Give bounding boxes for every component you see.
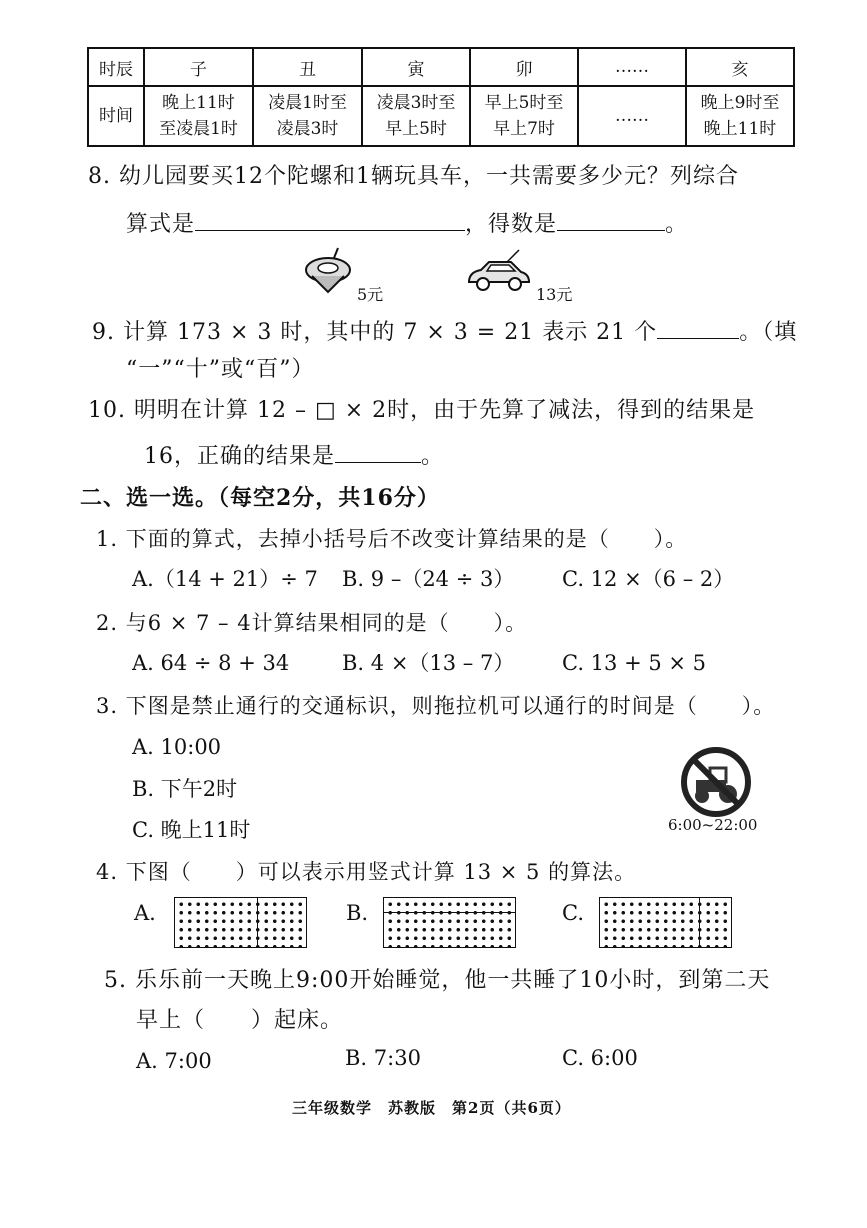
c4-stem: 4. 下图（ ）可以表示用竖式计算 13 × 5 的算法。 [96, 860, 637, 884]
table-cell [686, 86, 794, 146]
q9-text: 9. 计算 173 × 3 时，其中的 7 × 3 = 21 表示 21 个 [92, 320, 658, 345]
sign-caption: 6:00~22:00 [668, 816, 758, 834]
spinning-top-icon [300, 246, 360, 296]
c2-stem: 2. 与6 × 7 – 4计算结果相同的是（ ）。 [96, 611, 528, 635]
table-cell: 时辰 [88, 48, 144, 86]
answer-blank[interactable] [335, 440, 421, 463]
cell-line: 早上5时至 [484, 93, 564, 113]
table-cell [578, 86, 686, 146]
cell-line: 至凌晨1时 [159, 119, 238, 139]
section-title: 二、选一选。（每空2分，共16分） [80, 485, 440, 511]
option-a[interactable]: A. 10:00 [132, 735, 222, 759]
q10-line1: 10. 明明在计算 12 – □ × 2时，由于先算了减法，得到的结果是 [88, 398, 756, 423]
divider-line [384, 912, 515, 913]
option-c[interactable]: C. 6:00 [562, 1046, 638, 1070]
q8-text: ，得数是 [465, 212, 558, 237]
c5-line2: 早上（ ）起床。 [136, 1008, 344, 1033]
option-a[interactable]: A. 64 ÷ 8 + 34 [132, 651, 290, 675]
table-cell: 丑 [253, 48, 362, 86]
table-cell: 卯 [470, 48, 578, 86]
dot-array-a [174, 897, 307, 948]
q8-line2 [126, 208, 688, 240]
q9-text: 。（填 [739, 320, 798, 345]
option-c[interactable]: C. 13 + 5 × 5 [562, 651, 707, 675]
table-cell: 亥 [686, 48, 794, 86]
option-a[interactable]: A.（14 + 21）÷ 7 [132, 567, 318, 591]
table-cell [470, 86, 578, 146]
cell-line: 早上5时 [385, 119, 447, 139]
page-footer: 三年级数学 苏教版 第2页（共6页） [292, 1099, 571, 1117]
c5-line1: 5. 乐乐前一天晚上9:00开始睡觉，他一共睡了10小时，到第二天 [104, 968, 771, 993]
time-table [87, 47, 795, 147]
cell-line: 晚上11时 [162, 93, 235, 113]
table-cell [253, 86, 362, 146]
q9-line2: “一”“十”或“百”） [126, 357, 315, 382]
q10-text: 。 [421, 444, 445, 469]
cell-line: 凌晨1时至 [268, 93, 347, 113]
cell-line: …… [615, 106, 649, 126]
option-b[interactable]: B. [346, 901, 369, 925]
option-b[interactable]: B. 4 ×（13 – 7） [342, 651, 515, 675]
option-c[interactable]: C. 晚上11时 [132, 818, 251, 842]
answer-blank[interactable] [557, 208, 665, 231]
divider-line [257, 898, 258, 947]
option-a[interactable]: A. [134, 901, 156, 925]
cell-line: 早上7时 [493, 119, 555, 139]
answer-blank[interactable] [195, 208, 465, 231]
cell-line: 晚上9时至 [700, 93, 780, 113]
q8-text: 算式是 [126, 212, 196, 237]
table-cell: …… [578, 48, 686, 86]
table-cell [362, 86, 470, 146]
cell-line: 凌晨3时 [276, 119, 339, 139]
table-cell: 寅 [362, 48, 470, 86]
table-header-row [88, 48, 794, 86]
option-a[interactable]: A. 7:00 [136, 1049, 212, 1073]
option-c[interactable]: C. [562, 901, 584, 925]
cell-line: 晚上11时 [703, 119, 777, 139]
table-row [88, 86, 794, 146]
option-b[interactable]: B. 7:30 [345, 1046, 421, 1070]
c1-stem: 1. 下面的算式，去掉小括号后不改变计算结果的是（ ）。 [96, 527, 688, 551]
option-b[interactable]: B. 9 –（24 ÷ 3） [342, 567, 515, 591]
no-tractor-sign-icon [680, 746, 752, 818]
table-cell: 时间 [88, 86, 144, 146]
car-price: 13元 [536, 285, 573, 304]
q9-line1 [92, 316, 797, 348]
q10-line2 [144, 440, 444, 472]
cell-line: 凌晨3时至 [376, 93, 456, 113]
table-cell: 子 [144, 48, 253, 86]
table-cell [144, 86, 253, 146]
q10-text: 16，正确的结果是 [144, 444, 335, 469]
toy-car-icon [465, 248, 533, 296]
divider-line [699, 898, 700, 947]
answer-blank[interactable] [657, 316, 739, 339]
option-b[interactable]: B. 下午2时 [132, 777, 238, 801]
dot-array-c [599, 897, 732, 948]
dot-array-b [383, 897, 516, 948]
option-c[interactable]: C. 12 ×（6 – 2） [562, 567, 735, 591]
q8-text: 。 [665, 212, 689, 237]
c3-stem: 3. 下图是禁止通行的交通标识，则拖拉机可以通行的时间是（ ）。 [96, 694, 776, 718]
q8-line1: 8. 幼儿园要买12个陀螺和1辆玩具车，一共需要多少元？列综合 [88, 164, 739, 189]
top-price: 5元 [357, 285, 384, 304]
